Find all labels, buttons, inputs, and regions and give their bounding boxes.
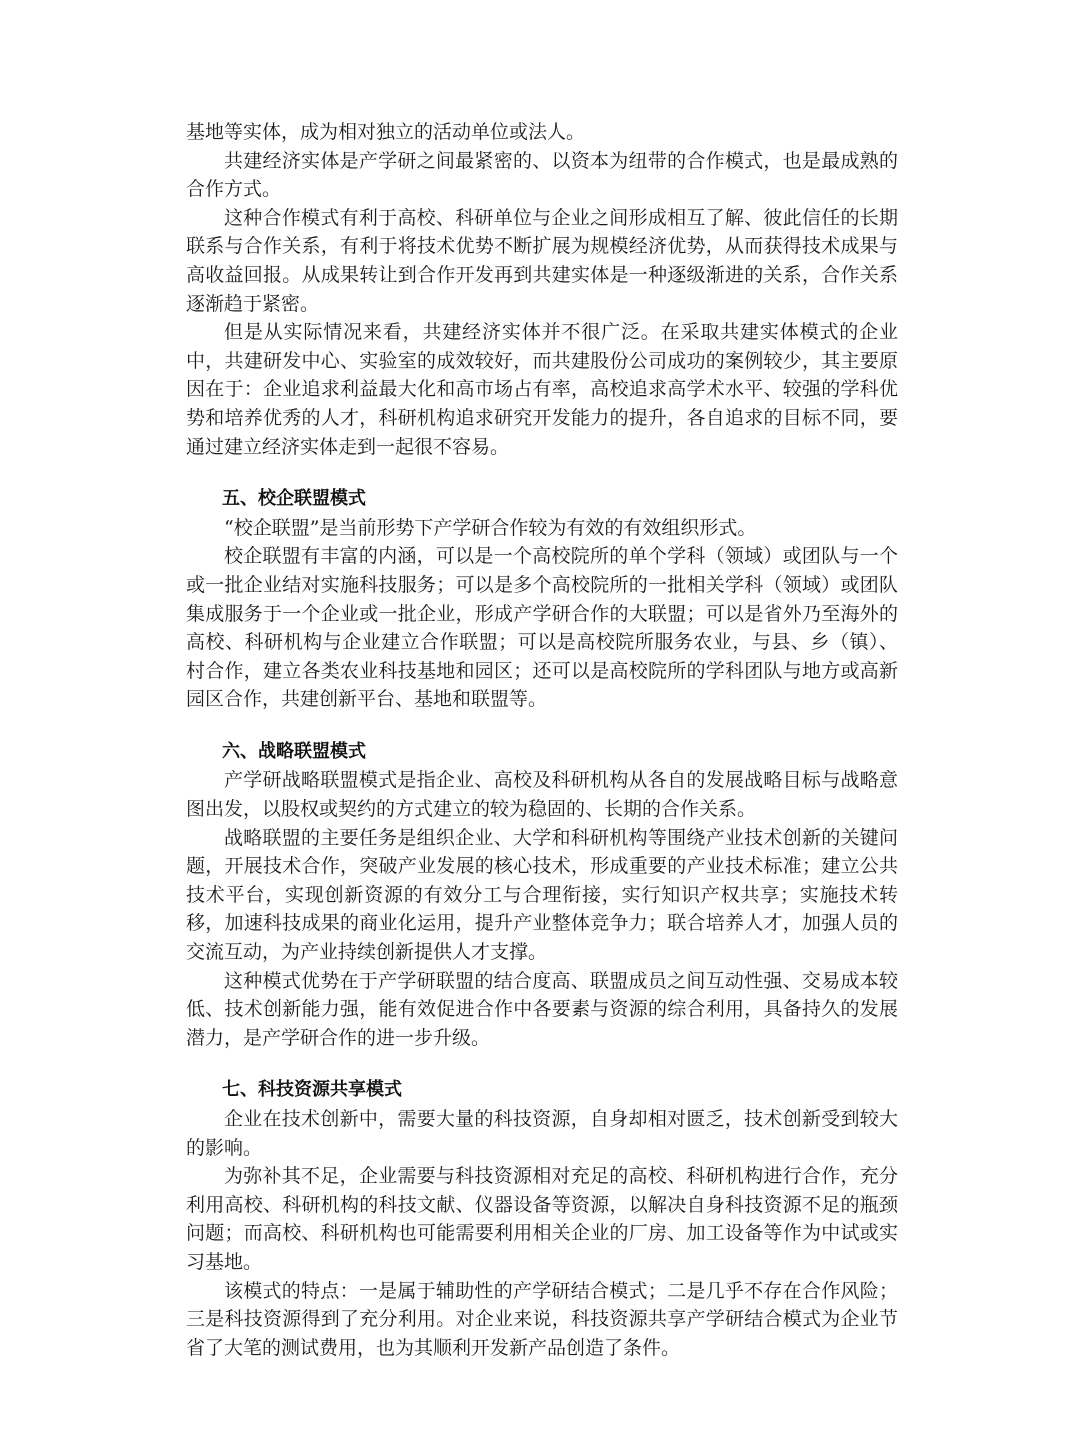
- section7-paragraph: 企业在技术创新中，需要大量的科技资源，自身却相对匮乏，技术创新受到较大的影响。: [186, 1108, 898, 1159]
- intro-paragraph: 这种合作模式有利于高校、科研单位与企业之间形成相互了解、彼此信任的长期联系与合作关系，有利于将技术优势不断扩展为规模经济优势，从而获得技术成果与高收益回报。从成果转让到合作开发再到共建实体是一种逐级渐进的关系，合作关系逐渐趋于紧密。: [186, 206, 898, 315]
- section-heading-resource-sharing: 七、科技资源共享模式: [222, 1079, 402, 1101]
- section7-paragraph: 为弥补其不足，企业需要与科技资源相对充足的高校、科研机构进行合作，充分利用高校、科研机构的科技文献、仪器设备等资源，以解决自身科技资源不足的瓶颈问题；而高校、科研机构也可能需要利用相关企业的厂房、加工设备等作为中试或实习基地。: [186, 1165, 898, 1273]
- section6-paragraph: 产学研战略联盟模式是指企业、高校及科研机构从各自的发展战略目标与战略意图出发，以股权或契约的方式建立的较为稳固的、长期的合作关系。: [186, 769, 898, 821]
- intro-paragraph: 共建经济实体是产学研之间最紧密的、以资本为纽带的合作模式，也是最成熟的合作方式。: [186, 149, 898, 201]
- section5-paragraph: 校企联盟有丰富的内涵，可以是一个高校院所的单个学科（领域）或团队与一个或一批企业结对实施科技服务；可以是多个高校院所的一批相关学科（领域）或团队集成服务于一个企业或一批企业，形成产学研合作的大联盟；可以是省外乃至海外的高校、科研机构与企业建立合作联盟；可以是高校院所服务农业，与县、乡（镇）、村合作，建立各类农业科技基地和园区；还可以是高校院所的学科团队与地方或高新园区合作，共建创新平台、基地和联盟等。: [186, 545, 898, 711]
- document-page: [186, 118, 898, 1362]
- section-heading-school-enterprise-alliance: 五、校企联盟模式: [222, 488, 366, 510]
- intro-paragraph-continuation: 基地等实体，成为相对独立的活动单位或法人。: [186, 121, 586, 143]
- section5-paragraph: “校企联盟”是当前形势下产学研合作较为有效的有效组织形式。: [224, 516, 757, 539]
- intro-paragraph: 但是从实际情况来看，共建经济实体并不很广泛。在采取共建实体模式的企业中，共建研发中心、实验室的成效较好，而共建股份公司成功的案例较少，其主要原因在于：企业追求利益最大化和高市场占有率，高校追求高学术水平、较强的学科优势和培养优秀的人才，科研机构追求研究开发能力的提升，各自追求的目标不同，要通过建立经济实体走到一起很不容易。: [186, 321, 898, 458]
- section7-paragraph: 该模式的特点：一是属于辅助性的产学研结合模式；二是几乎不存在合作风险；三是科技资源得到了充分利用。对企业来说，科技资源共享产学研结合模式为企业节省了大笔的测试费用，也为其顺利开发新产品创造了条件。: [186, 1279, 898, 1359]
- section6-paragraph: 这种模式优势在于产学研联盟的结合度高、联盟成员之间互动性强、交易成本较低、技术创新能力强，能有效促进合作中各要素与资源的综合利用，具备持久的发展潜力，是产学研合作的进一步升级。: [186, 969, 898, 1049]
- section-heading-strategic-alliance: 六、战略联盟模式: [222, 740, 366, 762]
- section6-paragraph: 战略联盟的主要任务是组织企业、大学和科研机构等围绕产业技术创新的关键问题，开展技术合作，突破产业发展的核心技术，形成重要的产业技术标准；建立公共技术平台，实现创新资源的有效分工与合理衔接，实行知识产权共享；实施技术转移，加速科技成果的商业化运用，提升产业整体竞争力；联合培养人才，加强人员的交流互动，为产业持续创新提供人才支撑。: [186, 826, 898, 964]
